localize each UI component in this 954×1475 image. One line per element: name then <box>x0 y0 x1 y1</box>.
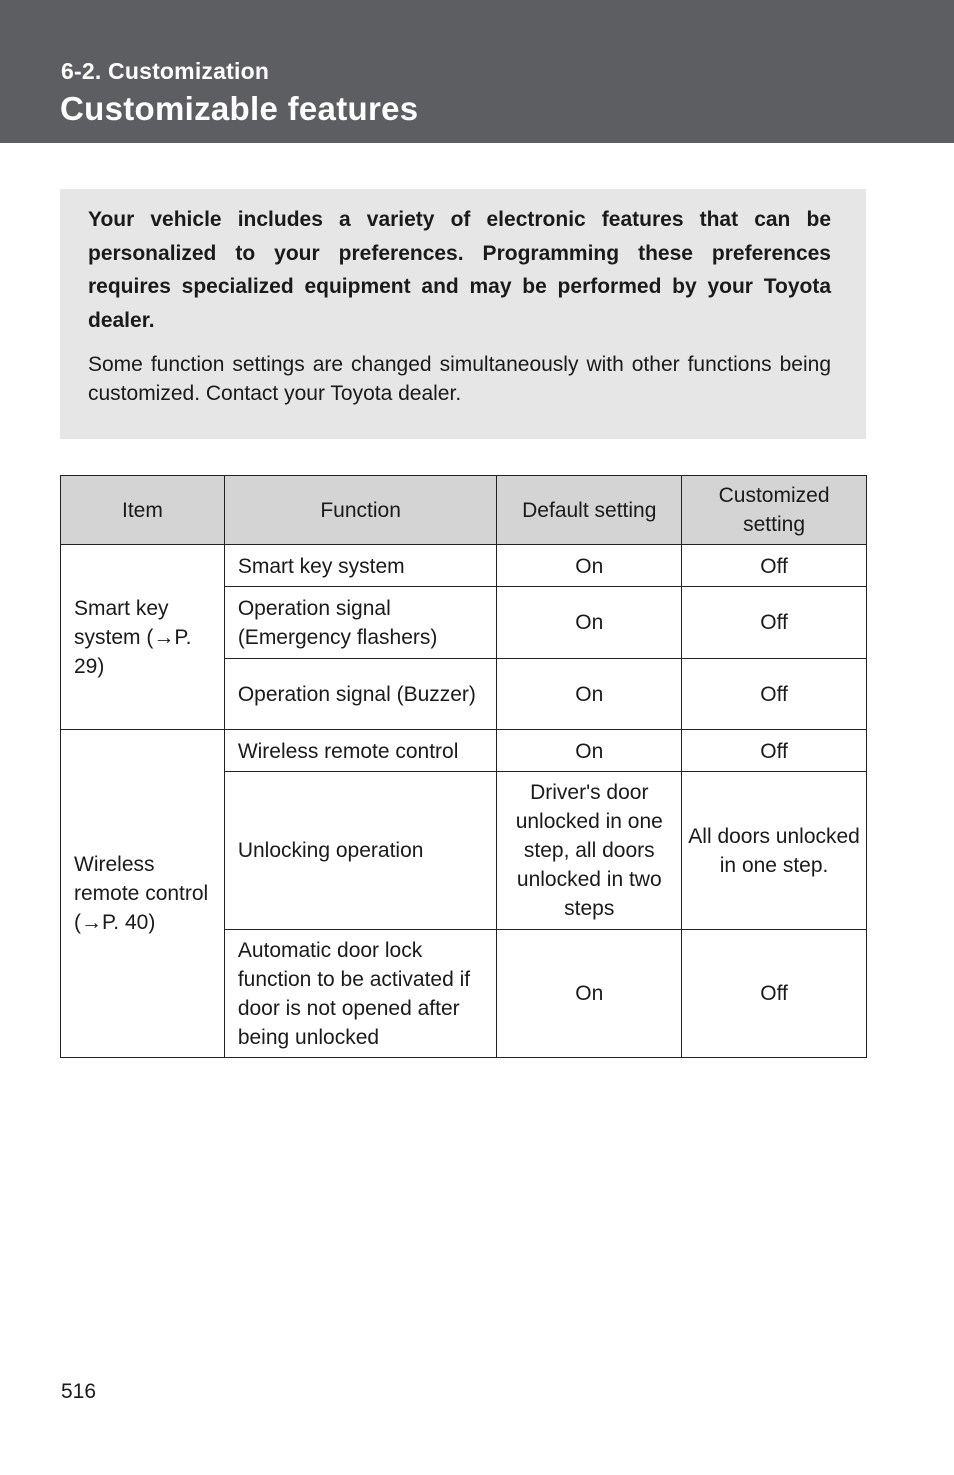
function-cell: Unlocking operation <box>224 772 497 930</box>
item-wireless-remote-control: Wireless remote control (→P. 40) <box>61 730 225 1058</box>
page-number: 516 <box>61 1380 97 1403</box>
table-row <box>61 730 867 772</box>
customized-cell: Off <box>682 659 867 730</box>
intro-note-text: Some function settings are changed simultaneously with other functions being customized. Contact your Toyota dealer. <box>88 353 831 405</box>
function-cell: Operation signal (Emergency flashers) <box>224 587 497 659</box>
default-cell: On <box>497 545 682 587</box>
function-cell: Wireless remote control <box>224 730 497 772</box>
function-cell: Operation signal (Buzzer) <box>224 659 497 730</box>
table-header-row <box>61 476 867 545</box>
customized-cell: Off <box>682 545 867 587</box>
features-table <box>60 475 867 1058</box>
function-cell: Smart key system <box>224 545 497 587</box>
default-cell: On <box>497 659 682 730</box>
item-smart-key-system: Smart key system (→P. 29) <box>61 545 225 730</box>
header-item: Item <box>61 476 225 545</box>
default-cell: Driver's door unlocked in one step, all doors unlocked in two steps <box>497 772 682 930</box>
default-cell: On <box>497 730 682 772</box>
customized-cell: Off <box>682 930 867 1058</box>
page-header <box>0 0 954 143</box>
intro-box <box>60 189 866 439</box>
default-cell: On <box>497 930 682 1058</box>
default-cell: On <box>497 587 682 659</box>
function-cell: Automatic door lock function to be activated if door is not opened after being unlocked <box>224 930 497 1058</box>
customized-cell: All doors unlocked in one step. <box>682 772 867 930</box>
customized-cell: Off <box>682 730 867 772</box>
header-function: Function <box>224 476 497 545</box>
table-row <box>61 545 867 587</box>
section-label: 6-2. Customization <box>61 58 270 84</box>
intro-bold-text: Your vehicle includes a variety of electronic features that can be personalized to your preferences. Programming these preferences requires specialized equipment and may be performed by your Toyota dealer. <box>88 208 831 332</box>
header-customized-setting: Customized setting <box>682 476 867 545</box>
header-default-setting: Default setting <box>497 476 682 545</box>
customized-cell: Off <box>682 587 867 659</box>
page-title: Customizable features <box>60 90 419 127</box>
